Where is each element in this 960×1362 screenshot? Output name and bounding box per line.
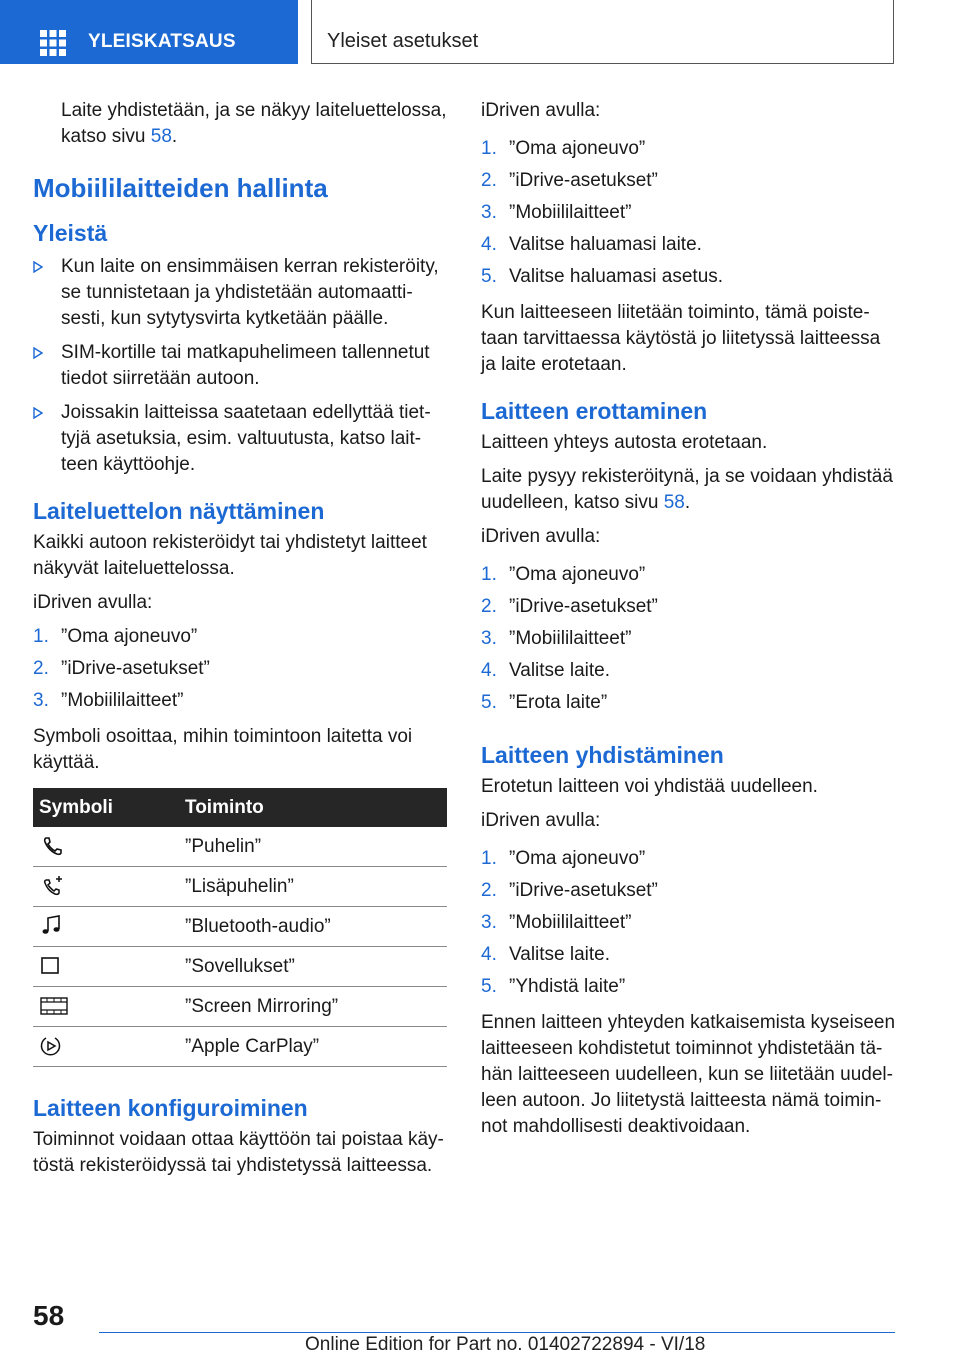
phone-icon	[39, 835, 65, 857]
final-text: Ennen laitteen yhteyden katkaisemista kyseiseen laitteeseen kohdistetut toiminnot yhdistetään tähän laitteeseen uudelleen, kun se liitetään uudelleen autoon. Jo liitetystä laitteesta nämä toiminnot mahdollisesti deaktivoidaan.	[481, 1012, 896, 1137]
steps-list	[33, 624, 447, 720]
step-text: Valitse laite.	[509, 944, 611, 965]
symbol-cell	[33, 1027, 179, 1067]
function-cell: ”Apple CarPlay”	[179, 1027, 447, 1067]
additional-phone-icon	[39, 875, 65, 897]
disconnect-text-2	[481, 464, 896, 516]
page-link[interactable]: 58	[150, 126, 172, 147]
function-cell: ”Lisäpuhelin”	[179, 867, 447, 907]
intro-paragraph	[33, 98, 447, 150]
step-text: ”Erota laite”	[509, 692, 608, 713]
overview-tab[interactable]	[0, 0, 298, 64]
left-column	[33, 98, 447, 1187]
list-item	[481, 910, 896, 942]
step-number: 3.	[481, 912, 497, 933]
step-text: ”iDrive-asetukset”	[61, 658, 210, 679]
step-text: Valitse haluamasi laite.	[509, 234, 702, 255]
step-text: ”Mobiililaitteet”	[509, 202, 632, 223]
connect-text: Erotetun laitteen voi yhdistää uudelleen.	[481, 776, 818, 797]
page-title: Mobiililaitteiden hallinta	[33, 173, 328, 203]
steps-list	[481, 562, 896, 722]
function-cell: ”Screen Mirroring”	[179, 987, 447, 1027]
step-text: ”Mobiililaitteet”	[509, 912, 632, 933]
footer-edition: Online Edition for Part no. 01402722894 - VI/18	[305, 1334, 706, 1355]
square-app-icon	[39, 955, 65, 977]
symbol-text: Symboli osoittaa, mihin toimintoon laitetta voi käyttää.	[33, 726, 413, 773]
table-row	[33, 907, 447, 947]
list-item	[33, 688, 447, 720]
symbol-cell	[33, 987, 179, 1027]
disconnect-text-body: Laite pysyy rekisteröitynä, ja se voidaan yhdistää uudelleen, katso sivu	[481, 466, 893, 513]
heading-general: Yleistä	[33, 220, 108, 246]
heading-disconnect: Laitteen erottaminen	[481, 398, 708, 424]
list-item	[481, 136, 896, 168]
footer-divider	[99, 1332, 895, 1333]
list-item	[33, 656, 447, 688]
list-item	[481, 942, 896, 974]
step-number: 1.	[481, 564, 497, 585]
function-cell: ”Bluetooth-audio”	[179, 907, 447, 947]
list-item	[481, 232, 896, 264]
step-number: 5.	[481, 976, 497, 997]
list-item	[481, 846, 896, 878]
list-item	[33, 254, 447, 332]
table-row	[33, 1027, 447, 1067]
configure-text: Toiminnot voidaan ottaa käyttöön tai poistaa käytöstä rekisteröidyssä tai yhdistetyssä laitteessa.	[33, 1129, 444, 1176]
music-note-icon	[39, 915, 65, 937]
symbol-cell	[33, 867, 179, 907]
list-item	[481, 594, 896, 626]
bullet-list	[33, 254, 447, 478]
symbol-cell	[33, 947, 179, 987]
step-text: ”iDrive-asetukset”	[509, 170, 658, 191]
triangle-bullet-icon	[33, 261, 43, 273]
idrive-label: iDriven avulla:	[481, 810, 601, 831]
section-header	[311, 0, 894, 64]
table-header-row	[33, 788, 447, 827]
table-row	[33, 867, 447, 907]
function-cell: ”Puhelin”	[179, 827, 447, 867]
heading-connect: Laitteen yhdistäminen	[481, 742, 724, 768]
section-title: Yleiset asetukset	[327, 30, 479, 52]
heading-configure: Laitteen konfiguroiminen	[33, 1095, 308, 1121]
column-header-function: Toiminto	[179, 788, 447, 827]
steps-list	[481, 136, 896, 296]
step-number: 1.	[33, 626, 49, 647]
table-row	[33, 827, 447, 867]
step-number: 1.	[481, 848, 497, 869]
idrive-label: iDriven avulla:	[33, 592, 153, 613]
step-number: 2.	[481, 170, 497, 191]
list-item	[33, 340, 447, 392]
device-list-text: Kaikki autoon rekisteröidyt tai yhdistetyt laitteet näkyvät laiteluettelossa.	[33, 532, 427, 579]
step-number: 3.	[33, 690, 49, 711]
symbol-table	[33, 788, 447, 1067]
list-item	[481, 562, 896, 594]
step-number: 1.	[481, 138, 497, 159]
triangle-bullet-icon	[33, 347, 43, 359]
step-text: ”iDrive-asetukset”	[509, 596, 658, 617]
step-number: 5.	[481, 692, 497, 713]
intro-text-end: .	[171, 126, 178, 147]
step-number: 2.	[481, 880, 497, 901]
step-text: ”Oma ajoneuvo”	[61, 626, 198, 647]
list-item	[481, 690, 896, 722]
step-text: ”Oma ajoneuvo”	[509, 564, 646, 585]
step-text: ”Yhdistä laite”	[509, 976, 626, 997]
table-row	[33, 987, 447, 1027]
step-number: 2.	[33, 658, 49, 679]
disconnect-text: Laitteen yhteys autosta erotetaan.	[481, 432, 768, 453]
bullet-text: Joissakin laitteissa saatetaan edellyttää tiettyjä asetuksia, esim. valtuutusta, katso laitteen käyttöohje.	[61, 402, 431, 475]
list-item	[481, 626, 896, 658]
step-number: 4.	[481, 944, 497, 965]
overview-tab-label: YLEISKATSAUS	[88, 31, 236, 52]
bullet-text: Kun laite on ensimmäisen kerran rekisteröity, se tunnistetaan ja yhdistetään automaattisesti, kun sytytysvirta kytketään päälle.	[61, 256, 439, 329]
list-item	[481, 658, 896, 690]
step-text: Valitse laite.	[509, 660, 611, 681]
page-link[interactable]: 58	[663, 492, 685, 513]
idrive-label: iDriven avulla:	[481, 526, 601, 547]
steps-list	[481, 846, 896, 1006]
heading-device-list: Laiteluettelon näyttäminen	[33, 498, 325, 524]
carplay-icon	[39, 1035, 65, 1057]
disconnect-text-end: .	[684, 492, 691, 513]
step-text: ”Mobiililaitteet”	[509, 628, 632, 649]
list-item	[33, 624, 447, 656]
grid-menu-icon	[40, 30, 66, 56]
function-cell: ”Sovellukset”	[179, 947, 447, 987]
symbol-cell	[33, 827, 179, 867]
bullet-text: SIM-kortille tai matkapuhelimeen tallennetut tiedot siirretään autoon.	[61, 342, 430, 389]
page-number: 58	[33, 1300, 65, 1331]
list-item	[481, 974, 896, 1006]
column-header-symbol: Symboli	[33, 788, 179, 827]
step-number: 4.	[481, 234, 497, 255]
step-text: Valitse haluamasi asetus.	[509, 266, 724, 287]
table-row	[33, 947, 447, 987]
after-steps-text: Kun laitteeseen liitetään toiminto, tämä poistetaan tarvittaessa käytöstä jo liitetyssä laitteessa ja laite erotetaan.	[481, 302, 881, 375]
step-number: 3.	[481, 202, 497, 223]
list-item	[481, 200, 896, 232]
list-item	[481, 168, 896, 200]
idrive-label: iDriven avulla:	[481, 100, 601, 121]
list-item	[481, 878, 896, 910]
intro-text: Laite yhdistetään, ja se näkyy laiteluettelossa, katso sivu	[61, 100, 447, 147]
step-number: 2.	[481, 596, 497, 617]
list-item	[481, 264, 896, 296]
screen-mirroring-icon	[39, 995, 69, 1017]
step-text: ”Oma ajoneuvo”	[509, 848, 646, 869]
right-column	[481, 98, 896, 1148]
step-number: 3.	[481, 628, 497, 649]
symbol-cell	[33, 907, 179, 947]
list-item	[33, 400, 447, 478]
triangle-bullet-icon	[33, 407, 43, 419]
step-text: ”Mobiililaitteet”	[61, 690, 184, 711]
step-number: 5.	[481, 266, 497, 287]
step-text: ”Oma ajoneuvo”	[509, 138, 646, 159]
step-number: 4.	[481, 660, 497, 681]
step-text: ”iDrive-asetukset”	[509, 880, 658, 901]
